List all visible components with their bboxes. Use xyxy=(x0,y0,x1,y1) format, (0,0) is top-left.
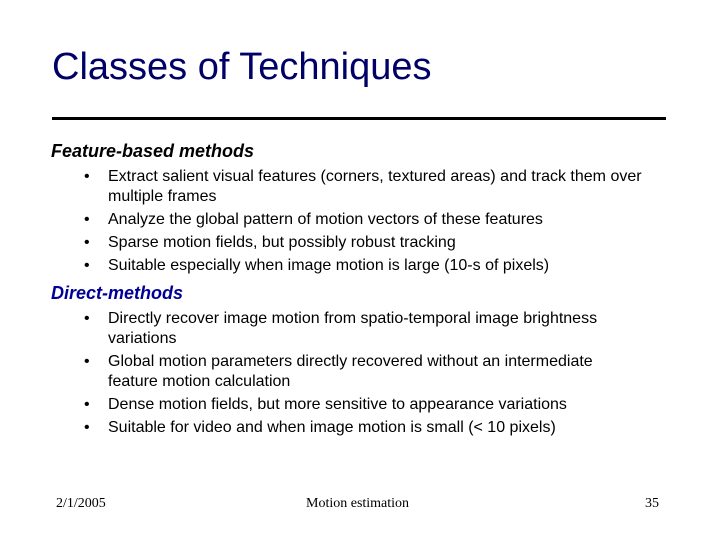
footer-title: Motion estimation xyxy=(306,496,410,511)
bullet-icon: • xyxy=(84,396,90,413)
bullet-text: Directly recover image motion from spatio-temporal image brightness variations xyxy=(108,310,598,347)
list-item xyxy=(84,418,644,438)
list-item xyxy=(84,309,644,349)
bullet-text: Suitable for video and when image motion is small (< 10 pixels) xyxy=(108,419,556,436)
section-heading-feature-based: Feature-based methods xyxy=(51,141,255,161)
bullet-icon: • xyxy=(84,310,90,327)
list-item xyxy=(84,352,644,392)
list-item xyxy=(84,210,644,230)
bullet-icon: • xyxy=(84,168,90,185)
list-item xyxy=(84,256,644,276)
list-item xyxy=(84,395,644,415)
page-number: 35 xyxy=(645,496,659,511)
title-divider xyxy=(52,117,666,120)
bullet-text: Sparse motion fields, but possibly robust tracking xyxy=(108,234,456,251)
bullet-icon: • xyxy=(84,419,90,436)
bullet-text: Dense motion fields, but more sensitive to appearance variations xyxy=(108,396,567,413)
list-item xyxy=(84,233,644,253)
bullet-text: Global motion parameters directly recovered without an intermediate feature motion calculation xyxy=(108,353,593,390)
direct-methods-bullet-list xyxy=(84,309,644,441)
bullet-icon: • xyxy=(84,234,90,251)
section-heading-direct-methods: Direct-methods xyxy=(51,283,184,303)
bullet-text: Analyze the global pattern of motion vectors of these features xyxy=(108,211,543,228)
bullet-text: Extract salient visual features (corners, textured areas) and track them over multiple frames xyxy=(108,168,642,205)
feature-based-bullet-list xyxy=(84,167,644,279)
bullet-icon: • xyxy=(84,353,90,370)
bullet-text: Suitable especially when image motion is large (10-s of pixels) xyxy=(108,257,550,274)
bullet-icon: • xyxy=(84,257,90,274)
slide-title: Classes of Techniques xyxy=(52,46,432,88)
footer-date: 2/1/2005 xyxy=(56,496,106,511)
list-item xyxy=(84,167,644,207)
bullet-icon: • xyxy=(84,211,90,228)
